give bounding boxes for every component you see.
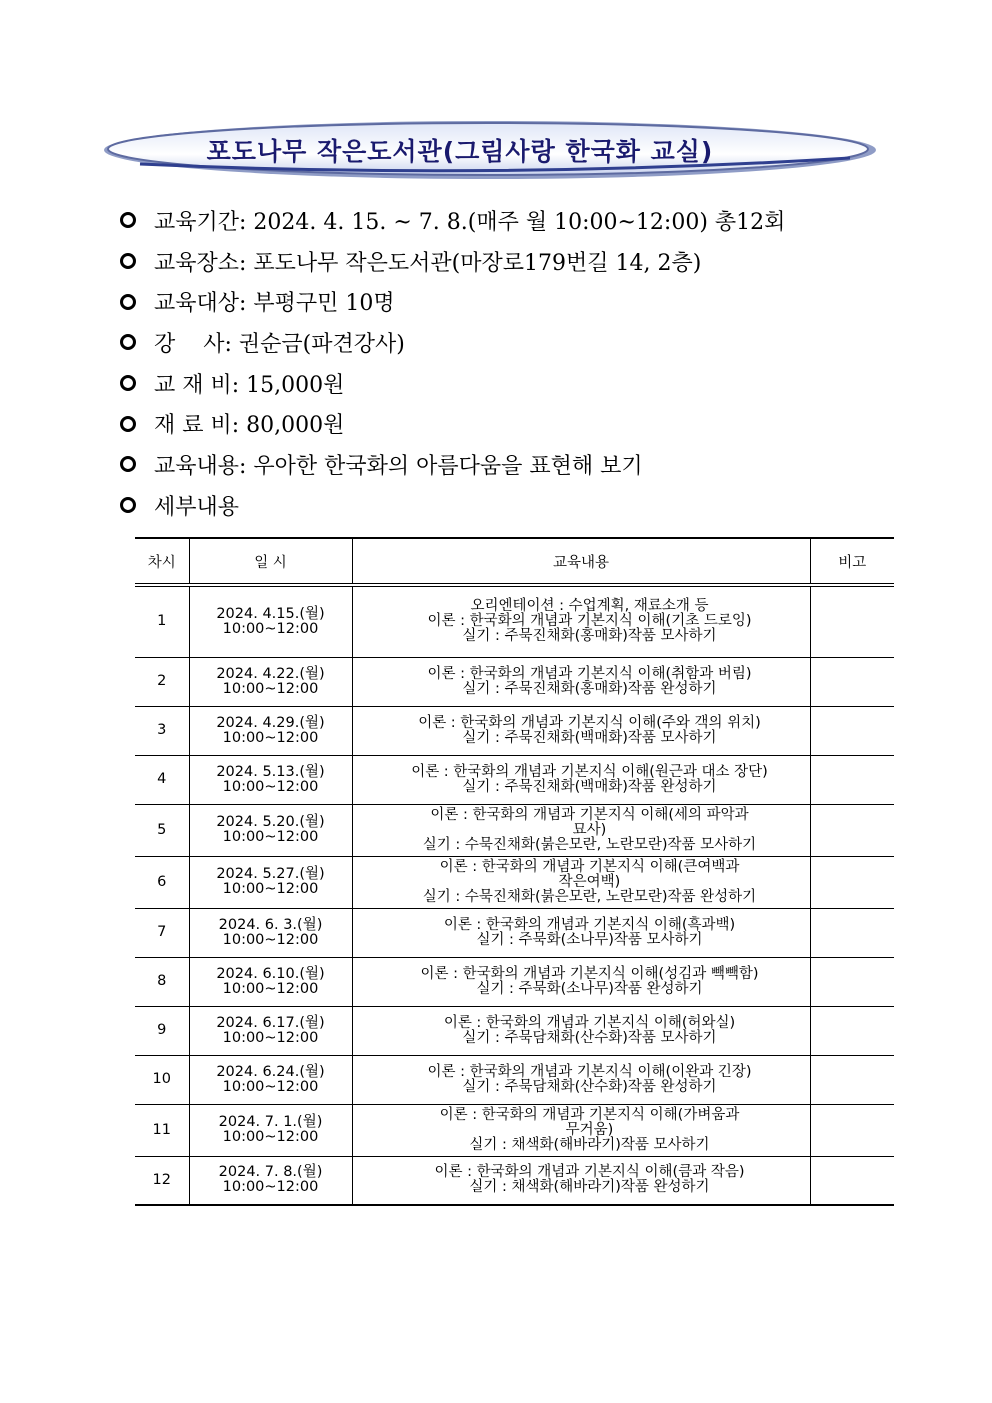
content-line: 이론 : 한국화의 개념과 기본지식 이해(허와실) bbox=[443, 1014, 736, 1031]
circle-bullet-icon bbox=[120, 334, 136, 350]
session-date: 2024. 5.27.(월) bbox=[216, 866, 325, 882]
session-datetime bbox=[189, 755, 352, 804]
session-content bbox=[352, 804, 810, 856]
circle-bullet-icon bbox=[120, 497, 136, 513]
session-date: 2024. 4.22.(월) bbox=[216, 665, 325, 682]
session-date: 2024. 6.17.(월) bbox=[216, 1014, 325, 1031]
session-note bbox=[810, 804, 894, 856]
page-title: 포도나무 작은도서관(그림사랑 한국화 교실) bbox=[206, 137, 714, 166]
content-line: 실기 : 주묵담채화(산수화)작품 모사하기 bbox=[462, 1029, 717, 1046]
table-row bbox=[135, 856, 894, 908]
session-date: 2024. 4.15.(월) bbox=[216, 605, 325, 622]
circle-bullet-icon bbox=[120, 375, 136, 391]
title-banner bbox=[100, 118, 880, 182]
content-line: 실기 : 채색화(해바라기)작품 완성하기 bbox=[469, 1179, 710, 1196]
info-value: 부평구민 10명 bbox=[253, 291, 395, 317]
info-details bbox=[120, 485, 920, 526]
session-content bbox=[352, 856, 810, 908]
info-target bbox=[120, 281, 920, 322]
table-row bbox=[135, 706, 894, 755]
session-date: 2024. 6. 3.(월) bbox=[218, 916, 323, 933]
session-number: 9 bbox=[135, 1006, 189, 1055]
session-content bbox=[352, 908, 810, 957]
column-header-session: 차시 bbox=[135, 538, 189, 585]
table-row bbox=[135, 755, 894, 804]
session-datetime bbox=[189, 1104, 352, 1156]
session-datetime bbox=[189, 1055, 352, 1104]
content-line: 실기 : 주묵진채화(백매화)작품 완성하기 bbox=[462, 778, 717, 795]
info-value: 우아한 한국화의 아름다움을 표현해 보기 bbox=[253, 453, 643, 479]
info-value: 포도나무 작은도서관(마장로179번길 14, 2층) bbox=[253, 250, 702, 276]
session-time: 10:00~12:00 bbox=[222, 881, 319, 897]
table-row bbox=[135, 1006, 894, 1055]
content-line: 실기 : 채색화(해바라기)작품 모사하기 bbox=[469, 1136, 710, 1153]
session-note bbox=[810, 908, 894, 957]
session-time: 10:00~12:00 bbox=[222, 620, 319, 637]
session-number: 1 bbox=[135, 585, 189, 657]
session-datetime bbox=[189, 706, 352, 755]
table-row bbox=[135, 908, 894, 957]
info-label: 교 재 비: bbox=[154, 372, 247, 398]
session-date: 2024. 6.10.(월) bbox=[216, 965, 325, 982]
session-date: 2024. 7. 8.(월) bbox=[218, 1164, 323, 1181]
info-value: 15,000원 bbox=[246, 372, 345, 398]
session-number: 3 bbox=[135, 706, 189, 755]
content-line: 오리엔테이션 : 수업계획, 재료소개 등 bbox=[470, 598, 709, 615]
info-label: 교육내용: bbox=[154, 453, 254, 479]
content-line: 이론 : 한국화의 개념과 기본지식 이해(큼과 작음) bbox=[434, 1164, 745, 1181]
session-time: 10:00~12:00 bbox=[222, 680, 319, 697]
session-time: 10:00~12:00 bbox=[222, 1179, 319, 1196]
content-line: 이론 : 한국화의 개념과 기본지식 이해(가벼움과 bbox=[439, 1106, 740, 1123]
session-content bbox=[352, 1006, 810, 1055]
info-content bbox=[120, 444, 920, 485]
session-datetime bbox=[189, 585, 352, 657]
content-line: 실기 : 주묵진채화(백매화)작품 모사하기 bbox=[462, 729, 717, 746]
content-line: 이론 : 한국화의 개념과 기본지식 이해(취함과 버림) bbox=[427, 665, 752, 682]
info-label: 교육대상: bbox=[154, 291, 254, 317]
session-note bbox=[810, 657, 894, 706]
column-header-note: 비고 bbox=[810, 538, 894, 585]
table-header-row bbox=[135, 538, 894, 585]
info-place bbox=[120, 241, 920, 282]
table-row bbox=[135, 957, 894, 1006]
info-label: 세부내용 bbox=[154, 494, 240, 520]
session-note bbox=[810, 585, 894, 657]
session-time: 10:00~12:00 bbox=[222, 1129, 319, 1145]
table-row bbox=[135, 1055, 894, 1104]
circle-bullet-icon bbox=[120, 416, 136, 432]
session-content bbox=[352, 957, 810, 1006]
session-time: 10:00~12:00 bbox=[222, 931, 319, 948]
info-instructor bbox=[120, 322, 920, 363]
circle-bullet-icon bbox=[120, 456, 136, 472]
info-material-fee bbox=[120, 403, 920, 444]
circle-bullet-icon bbox=[120, 253, 136, 269]
table-row bbox=[135, 804, 894, 856]
session-time: 10:00~12:00 bbox=[222, 729, 319, 746]
session-note bbox=[810, 1006, 894, 1055]
content-line: 작은여백) bbox=[558, 873, 621, 890]
session-number: 7 bbox=[135, 908, 189, 957]
session-datetime bbox=[189, 908, 352, 957]
content-line: 실기 : 주묵담채화(산수화)작품 완성하기 bbox=[462, 1078, 717, 1095]
content-line: 이론 : 한국화의 개념과 기본지식 이해(성김과 빽빽함) bbox=[420, 965, 759, 982]
session-number: 2 bbox=[135, 657, 189, 706]
session-content bbox=[352, 585, 810, 657]
content-line: 이론 : 한국화의 개념과 기본지식 이해(큰여백과 bbox=[439, 858, 740, 875]
session-time: 10:00~12:00 bbox=[222, 778, 319, 795]
session-time: 10:00~12:00 bbox=[222, 1078, 319, 1095]
session-date: 2024. 5.13.(월) bbox=[216, 763, 325, 780]
circle-bullet-icon bbox=[120, 212, 136, 228]
content-line: 이론 : 한국화의 개념과 기본지식 이해(기초 드로잉) bbox=[427, 613, 752, 630]
session-note bbox=[810, 957, 894, 1006]
session-content bbox=[352, 657, 810, 706]
session-note bbox=[810, 1156, 894, 1205]
info-label: 재 료 비: bbox=[154, 413, 247, 439]
column-header-datetime: 일 시 bbox=[189, 538, 352, 585]
table-row bbox=[135, 1156, 894, 1205]
info-list bbox=[120, 200, 920, 526]
content-line: 실기 : 수묵진채화(붉은모란, 노란모란)작품 완성하기 bbox=[422, 888, 757, 905]
session-note bbox=[810, 706, 894, 755]
session-number: 12 bbox=[135, 1156, 189, 1205]
session-number: 6 bbox=[135, 856, 189, 908]
info-label: 교육기간: bbox=[154, 209, 254, 235]
session-note bbox=[810, 856, 894, 908]
session-note bbox=[810, 1055, 894, 1104]
session-datetime bbox=[189, 856, 352, 908]
info-label: 교육장소: bbox=[154, 250, 254, 276]
table-row bbox=[135, 657, 894, 706]
info-value: 80,000원 bbox=[246, 413, 345, 439]
content-line: 묘사) bbox=[572, 821, 607, 838]
session-datetime bbox=[189, 957, 352, 1006]
session-date: 2024. 4.29.(월) bbox=[216, 714, 325, 731]
session-note bbox=[810, 1104, 894, 1156]
info-value: 2024. 4. 15. ~ 7. 8.(매주 월 10:00~12:00) 총12회 bbox=[253, 209, 786, 235]
session-content bbox=[352, 706, 810, 755]
content-line: 실기 : 수묵진채화(붉은모란, 노란모란)작품 모사하기 bbox=[422, 836, 757, 853]
session-date: 2024. 6.24.(월) bbox=[216, 1063, 325, 1080]
content-line: 이론 : 한국화의 개념과 기본지식 이해(이완과 긴장) bbox=[427, 1063, 752, 1080]
session-time: 10:00~12:00 bbox=[222, 829, 319, 845]
session-content bbox=[352, 755, 810, 804]
session-datetime bbox=[189, 804, 352, 856]
session-time: 10:00~12:00 bbox=[222, 1029, 319, 1046]
content-line: 실기 : 주묵화(소나무)작품 완성하기 bbox=[476, 980, 703, 997]
content-line: 이론 : 한국화의 개념과 기본지식 이해(원근과 대소 장단) bbox=[411, 763, 768, 780]
info-textbook-fee bbox=[120, 363, 920, 404]
session-content bbox=[352, 1104, 810, 1156]
info-label: 강 사: bbox=[154, 331, 239, 357]
session-note bbox=[810, 755, 894, 804]
session-number: 10 bbox=[135, 1055, 189, 1104]
session-date: 2024. 7. 1.(월) bbox=[218, 1114, 323, 1130]
session-content bbox=[352, 1156, 810, 1205]
session-number: 11 bbox=[135, 1104, 189, 1156]
session-datetime bbox=[189, 657, 352, 706]
circle-bullet-icon bbox=[120, 294, 136, 310]
session-number: 8 bbox=[135, 957, 189, 1006]
content-line: 무거움) bbox=[565, 1121, 614, 1138]
content-line: 이론 : 한국화의 개념과 기본지식 이해(흑과백) bbox=[443, 916, 736, 933]
table-row bbox=[135, 1104, 894, 1156]
session-datetime bbox=[189, 1006, 352, 1055]
table-row bbox=[135, 585, 894, 657]
session-number: 4 bbox=[135, 755, 189, 804]
session-date: 2024. 5.20.(월) bbox=[216, 814, 325, 830]
content-line: 실기 : 주묵화(소나무)작품 모사하기 bbox=[476, 931, 703, 948]
content-line: 실기 : 주묵진채화(홍매화)작품 모사하기 bbox=[462, 628, 717, 645]
content-line: 실기 : 주묵진채화(홍매화)작품 완성하기 bbox=[462, 680, 717, 697]
schedule-table bbox=[135, 537, 894, 1206]
content-line: 이론 : 한국화의 개념과 기본지식 이해(세의 파악과 bbox=[430, 806, 749, 823]
session-datetime bbox=[189, 1156, 352, 1205]
info-period bbox=[120, 200, 920, 241]
session-time: 10:00~12:00 bbox=[222, 980, 319, 997]
column-header-content: 교육내용 bbox=[352, 538, 810, 585]
info-value: 권순금(파견강사) bbox=[238, 331, 405, 357]
session-number: 5 bbox=[135, 804, 189, 856]
session-content bbox=[352, 1055, 810, 1104]
content-line: 이론 : 한국화의 개념과 기본지식 이해(주와 객의 위치) bbox=[418, 714, 761, 731]
